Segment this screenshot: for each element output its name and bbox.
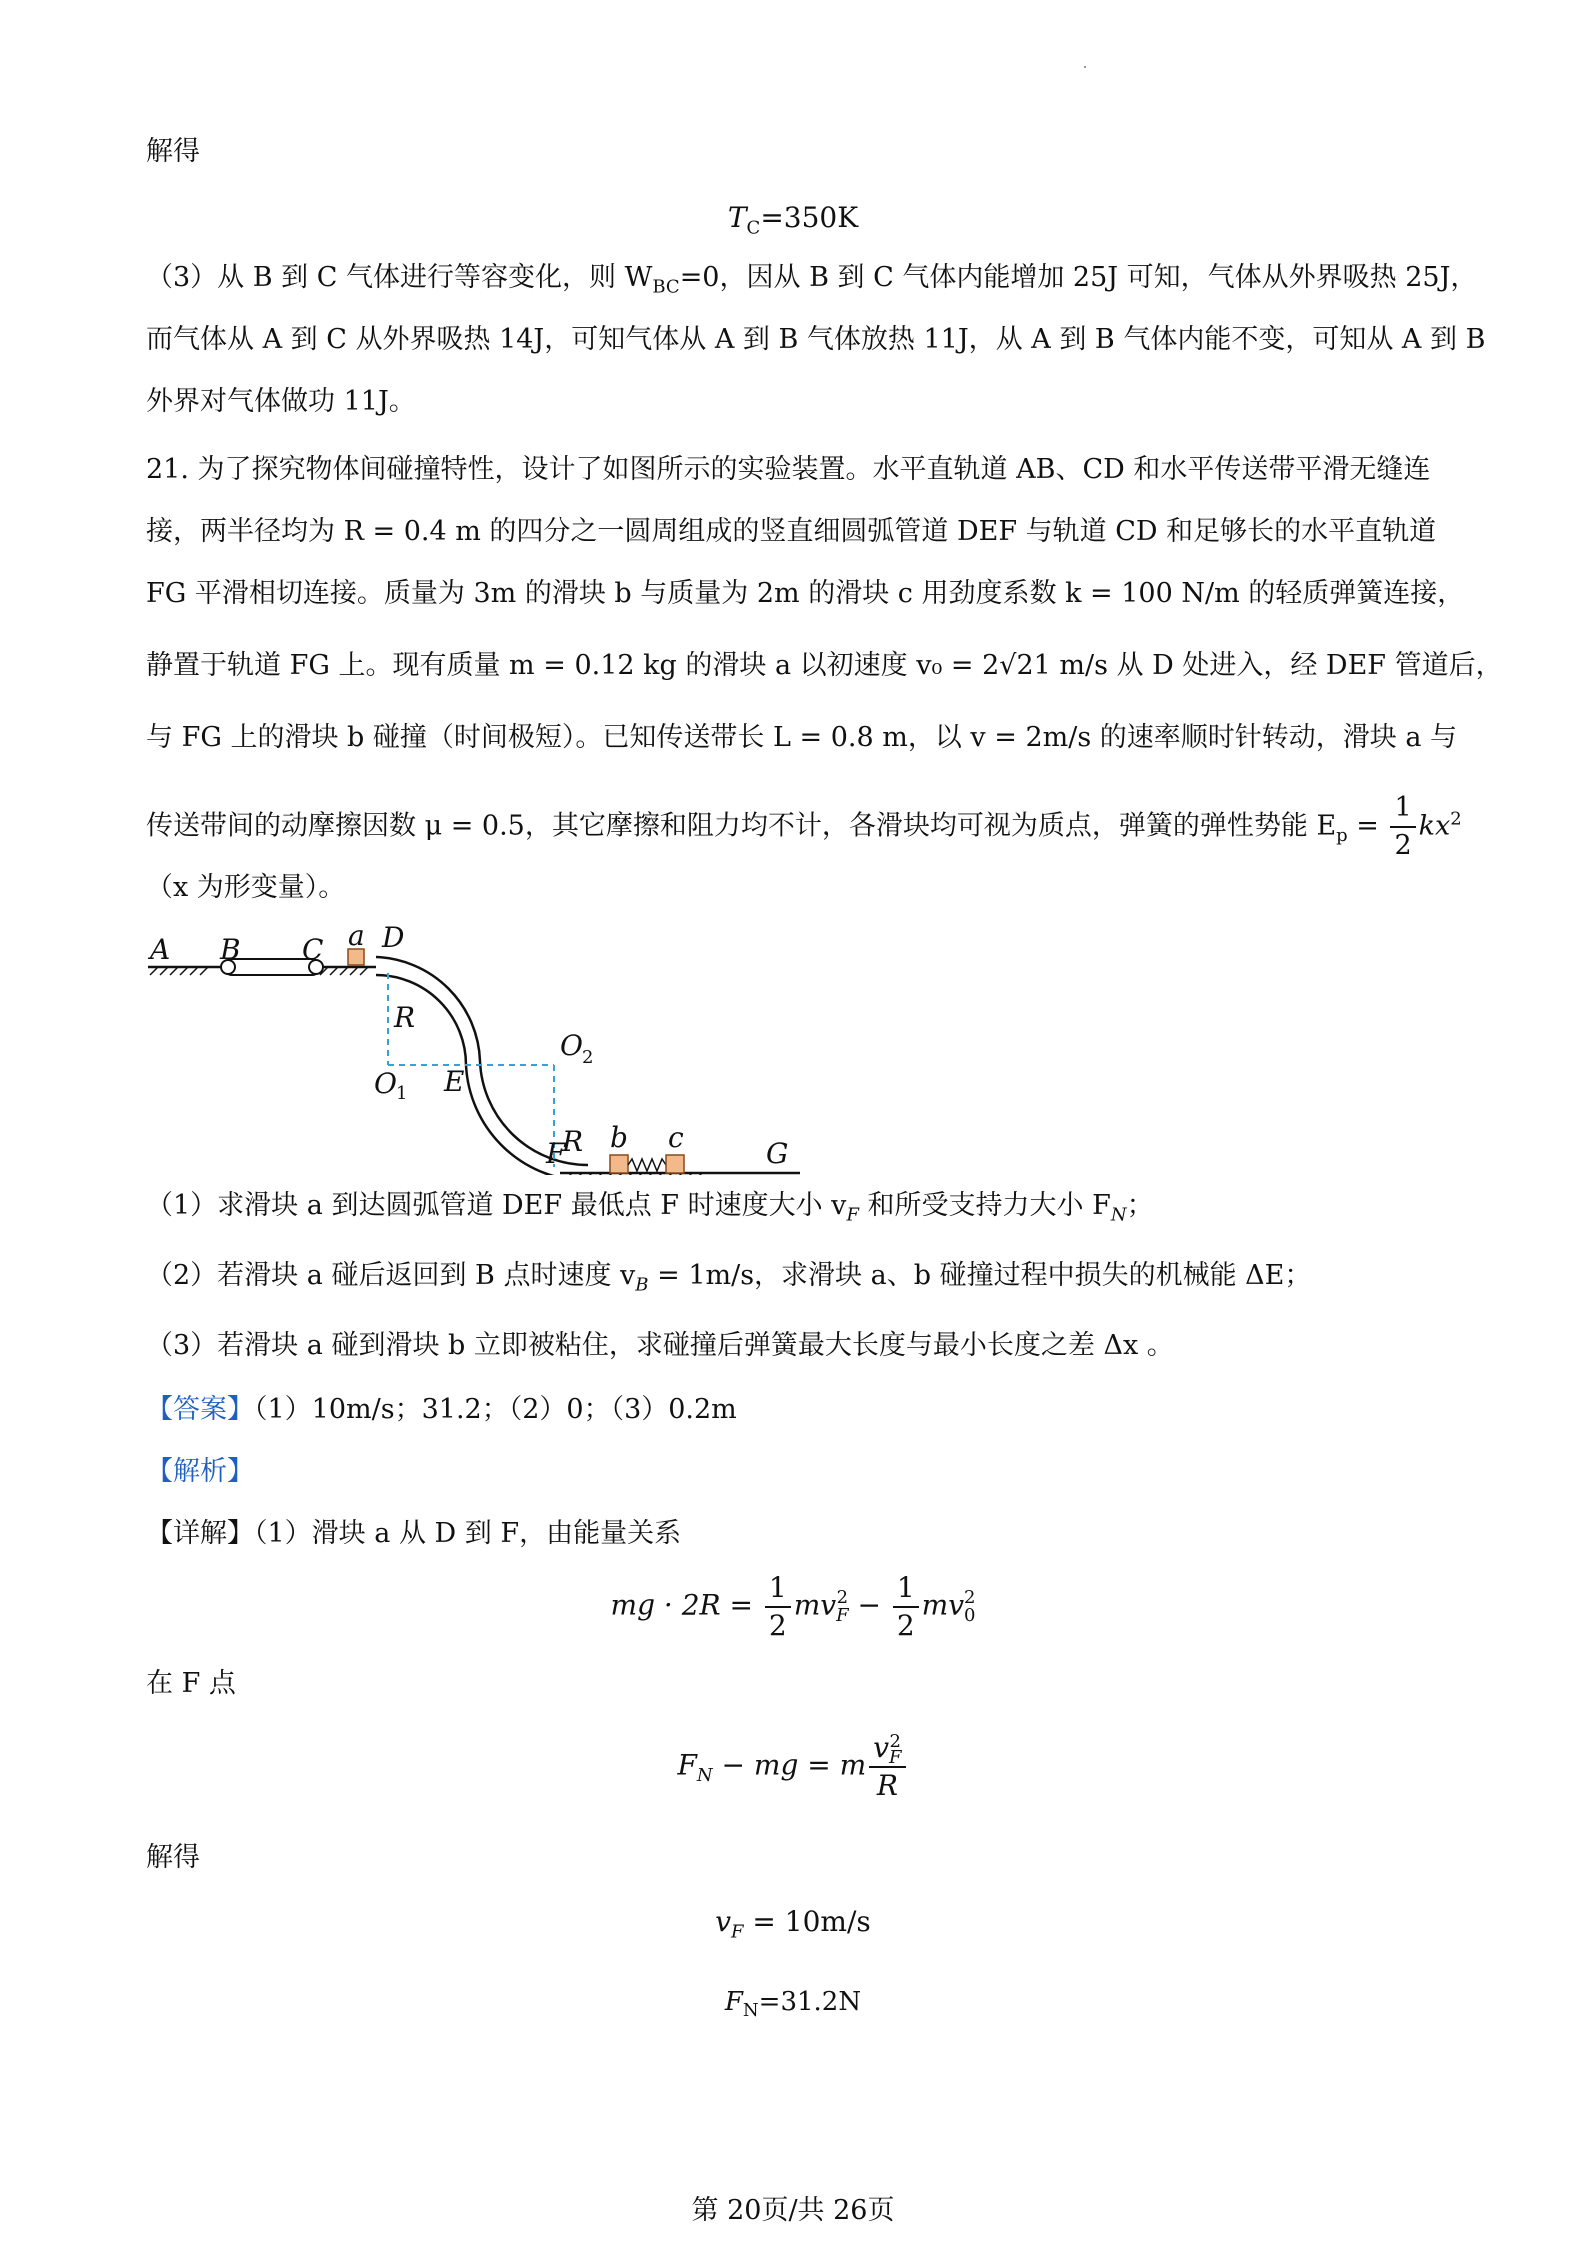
kx-sup: 2 (1450, 808, 1462, 830)
label-c: c (668, 1121, 684, 1154)
label-B: B (220, 933, 241, 966)
eq1-minus: − (848, 1588, 890, 1622)
label-F-text: F (546, 1137, 566, 1170)
answer-text: （1）10m/s；31.2；（2）0；（3）0.2m (254, 1394, 737, 1425)
label-A: A (150, 933, 171, 966)
label-C: C (302, 933, 324, 966)
label-O1-sub: 1 (396, 1083, 408, 1104)
jiede-label-2: 解得 (146, 1842, 200, 1873)
at-f-label: 在 F 点 (146, 1668, 236, 1699)
part3-text-b: =0，因从 B 到 C 气体内能增加 25J 可知，气体从外界吸热 25J， (679, 262, 1478, 293)
fn-value: =31.2N (758, 1987, 862, 2017)
q2-text-b: = 1m/s，求滑块 a、b 碰撞过程中损失的机械能 ΔE； (648, 1260, 1312, 1291)
equation-energy (0, 1570, 1586, 1644)
kx-term: kx (1418, 810, 1451, 842)
label-R2: R (562, 1125, 584, 1158)
half-den: 2 (1394, 830, 1412, 861)
part3-line3: 外界对气体做功 11J。 (146, 386, 416, 417)
apparatus-figure (140, 915, 820, 1175)
spring (628, 1159, 666, 1171)
detail-tag: 【详解】 (146, 1518, 254, 1549)
eq2-num (869, 1730, 905, 1768)
answer-tag: 【答案】 (146, 1394, 254, 1425)
label-O2: O (560, 1029, 583, 1062)
vf-value: = 10m/s (743, 1905, 871, 1938)
q2-text: （2）若滑块 a 碰后返回到 B 点时速度 v (146, 1260, 636, 1291)
ep-sub: p (1336, 824, 1348, 846)
eq1-den2: 2 (896, 1609, 915, 1642)
problem-line-1: 21. 为了探究物体间碰撞特性，设计了如图所示的实验装置。水平直轨道 AB、CD 和水平传送带平滑无缝连 (146, 454, 1431, 485)
question-3: （3）若滑块 a 碰到滑块 b 立即被粘住，求碰撞后弹簧最大长度与最小长度之差 Δx 。 (146, 1330, 1174, 1361)
label-D: D (382, 921, 405, 954)
scan-dot (1084, 66, 1086, 68)
q1-text: （1）求滑块 a 到达圆弧管道 DEF 最低点 F 时速度大小 v (146, 1190, 847, 1221)
problem-line-4: 静置于轨道 FG 上。现有质量 m = 0.12 kg 的滑块 a 以初速度 v₀ = 2√21 m/s 从 D 处进入，经 DEF 管道后， (146, 650, 1503, 681)
eq1-frac2 (893, 1570, 919, 1644)
eq1-mv0: mv (921, 1588, 965, 1622)
q1-sub2: N (1110, 1204, 1127, 1226)
detail-line (146, 1514, 681, 1554)
problem-line-3: FG 平滑相切连接。质量为 3m 的滑块 b 与质量为 2m 的滑块 c 用劲度系数 k = 100 N/m 的轻质弹簧连接， (146, 578, 1465, 609)
tc-value: =350K (760, 201, 859, 234)
block-b (610, 1155, 628, 1173)
eq1-sup1: 2 (836, 1587, 849, 1608)
eq1-num: 1 (765, 1570, 791, 1608)
eq1-sub2: 0 (964, 1605, 976, 1626)
half-fraction (1390, 790, 1415, 864)
question-1 (146, 1186, 1154, 1235)
eq2-num-supsub (889, 1730, 902, 1768)
label-E: E (444, 1065, 465, 1098)
eq2-num-v: v (873, 1731, 890, 1764)
eq2-mid: − mg = m (712, 1748, 867, 1782)
eq2-num-sup: 2 (889, 1730, 901, 1752)
q1-text-b: 和所受支持力大小 F (858, 1190, 1111, 1221)
eq1-sup-sub2 (964, 1589, 975, 1625)
part3-line1 (146, 258, 1477, 307)
label-a: a (348, 919, 365, 952)
fn-result (0, 1980, 1586, 2033)
part3-text-a: （3）从 B 到 C 气体进行等容变化，则 W (146, 262, 653, 293)
ep-eq: = (1347, 810, 1388, 842)
eq1-num2: 1 (893, 1570, 919, 1608)
problem-line-6-text: 传送带间的动摩擦因数 μ = 0.5，其它摩擦和阻力均不计，各滑块均可视为质点，弹簧的弹性势能 E (146, 810, 1337, 842)
label-O2-sub: 2 (582, 1047, 594, 1068)
eq1-sub1: F (836, 1605, 849, 1626)
eq2-sub: N (696, 1765, 713, 1787)
part3-line2: 而气体从 A 到 C 从外界吸热 14J，可知气体从 A 到 B 气体放热 11J，从 A 到 B 气体内能不变，可知从 A 到 B (146, 324, 1486, 355)
problem-line-5: 与 FG 上的滑块 b 碰撞（时间极短）。已知传送带长 L = 0.8 m，以 v = 2m/s 的速率顺时针转动，滑块 a 与 (146, 722, 1458, 753)
eq2-f: F (677, 1748, 697, 1782)
q2-sub: B (635, 1274, 649, 1296)
eq2-den: R (876, 1769, 898, 1802)
eq1-mv: mv (793, 1588, 837, 1622)
vf-symbol: v (715, 1905, 732, 1938)
label-b: b (610, 1121, 628, 1154)
tc-sub: C (746, 217, 761, 239)
eq1-frac1 (765, 1570, 791, 1644)
block-c (666, 1155, 684, 1173)
detail-text: （1）滑块 a 从 D 到 F，由能量关系 (254, 1518, 682, 1549)
label-O1: O (374, 1067, 397, 1100)
q1-text-c: ； (1126, 1190, 1154, 1221)
label-R1: R (394, 1001, 416, 1034)
eq1-left: mg · 2R = (610, 1588, 762, 1622)
eq2-num-sub: F (889, 1746, 902, 1768)
analysis-tag: 【解析】 (146, 1456, 254, 1487)
problem-line-2: 接，两半径均为 R = 0.4 m 的四分之一圆周组成的竖直细圆弧管道 DEF 与轨道 CD 和足够长的水平直轨道 (146, 516, 1437, 547)
vf-result (0, 1900, 1586, 1955)
half-num: 1 (1390, 790, 1415, 828)
tc-equation (0, 196, 1586, 251)
eq1-sup-sub1 (836, 1589, 849, 1625)
label-G-text: G (766, 1137, 789, 1170)
vf-sub: F (731, 1921, 744, 1943)
problem-line-6 (146, 790, 1462, 864)
problem-line-7: （x 为形变量）。 (146, 872, 346, 903)
page-footer: 第 20页/共 26页 (691, 2195, 895, 2226)
question-2 (146, 1256, 1311, 1305)
answer-line (146, 1390, 737, 1430)
fn-symbol: F (724, 1987, 743, 2017)
eq1-den: 2 (768, 1609, 787, 1642)
part3-sub: BC (652, 276, 680, 298)
fn-sub: N (742, 2000, 759, 2022)
tc-symbol: T (727, 201, 747, 234)
equation-force (0, 1730, 1586, 1804)
jiede-label-1: 解得 (146, 136, 200, 167)
q1-sub: F (846, 1204, 859, 1226)
eq2-frac (869, 1730, 905, 1804)
eq1-sup2: 2 (964, 1587, 976, 1608)
